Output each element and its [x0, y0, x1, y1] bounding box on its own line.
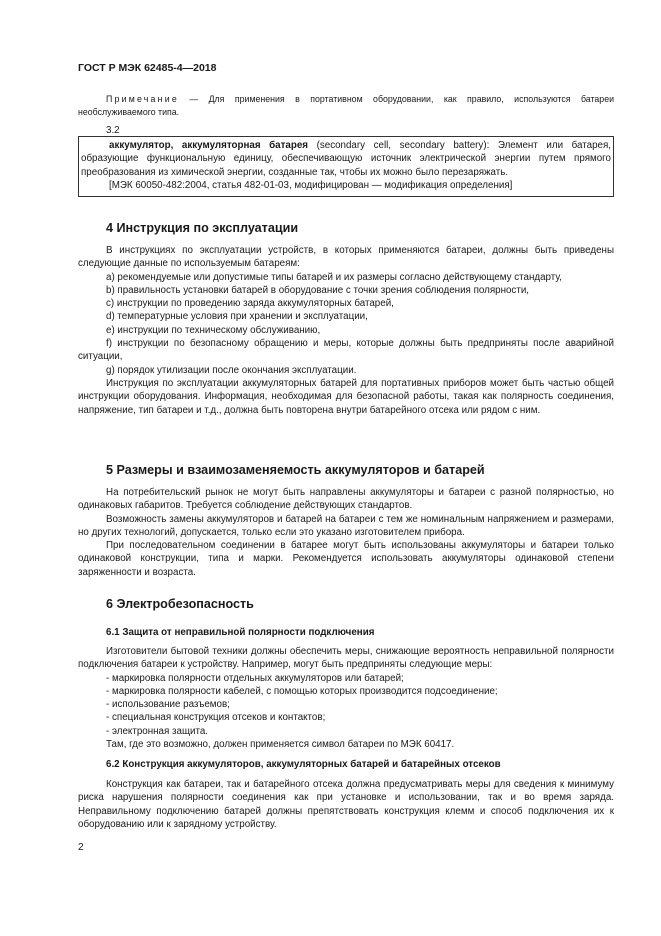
list-item: d) температурные условия при хранении и эксплуатации, [106, 311, 368, 323]
paragraph: Конструкция как батареи, так и батарейного отсека должна предусматривать меры для сведения к минимуму риска нарушения полярности соединения как при установке и использовании, так и во время заряда. Неправильному подключению батарей должны препятствовать конструкция клемм и способ подключения их к оборудованию или к зарядному устройству. [78, 779, 614, 830]
section-4-title: 4 Инструкция по эксплуатации [106, 221, 299, 235]
paragraph: Инструкция по эксплуатации аккумуляторных батарей для портативных приборов может быть частью общей инструкции оборудования. Информация, необходимая для безопасной работы, такая как полярность соединения, напряжение, тип батареи и т.д., должна быть повторена внутри батарейного отсека или рядом с ним. [78, 377, 614, 416]
section-6-2-title: 6.2 Конструкция аккумуляторов, аккумуляторных батарей и батарейных отсеков [106, 759, 501, 770]
section-5-title: 5 Размеры и взаимозаменяемость аккумуляторов и батарей [106, 463, 485, 477]
note [78, 93, 614, 119]
paragraph: При последовательном соединении в батарее могут быть использованы аккумуляторы и батареи только одинаковой конструкции, типа и марки. Рекомендуется использовать аккумуляторы одинаковой степени заряженности и возраста. [78, 540, 614, 578]
section-6-2-body [78, 778, 614, 831]
definition-text [79, 139, 613, 179]
list-item: - электронная защита. [106, 725, 209, 737]
list-item: f) инструкции по безопасному обращению и меры, которые должны быть предприняты после аварийной ситуации, [78, 338, 614, 363]
section-6-1-body [78, 645, 614, 751]
list-item: - использование разъемов; [106, 699, 230, 711]
definition-number: 3.2 [106, 125, 120, 136]
list-item: b) правильность установки батарей в оборудование с точки зрения соблюдения полярности, [106, 284, 530, 296]
page-number: 2 [78, 842, 84, 853]
definition-term: аккумулятор, аккумуляторная батарея [109, 140, 309, 151]
section-4-body [78, 244, 614, 417]
list-item: e) инструкции по техническому обслуживанию, [106, 324, 321, 336]
paragraph: На потребительский рынок не могут быть направлены аккумуляторы и батареи с разной полярностью, но одинаковых габаритов. Требуется соблюдение действующих стандартов. [78, 487, 614, 512]
list-item: - маркировка полярности кабелей, с помощью которых производится подсоединение; [106, 685, 498, 697]
section-6-title: 6 Электробезопасность [106, 597, 254, 611]
note-label: Примечание [106, 94, 179, 104]
list-item: - маркировка полярности отдельных аккумуляторов или батарей; [106, 672, 404, 684]
paragraph: В инструкциях по эксплуатации устройств, в которых применяются батареи, должны быть приведены следующие данные по используемым батареям: [78, 245, 614, 270]
definition-body: (secondary cell, secondary battery): Элемент или батарея, образующие функциональную единицу, обеспечивающую источник электрической энергии путем прямого преобразования из химической энергии, созданные так, чтобы их можно было перезаряжать. [81, 140, 611, 178]
list-item: c) инструкции по проведению заряда аккумуляторных батарей, [106, 298, 394, 310]
definition-box [78, 136, 614, 197]
list-item: g) порядок утилизации после окончания эксплуатации. [106, 364, 357, 376]
definition-source: [МЭК 60050-482:2004, статья 482-01-03, модифицирован — модификация определения] [109, 180, 513, 192]
paragraph: Там, где это возможно, должен применяется символ батареи по МЭК 60417. [106, 739, 455, 751]
note-text: — Для применения в портативном оборудовании, как правило, используются батареи необслуживаемого типа. [78, 94, 614, 117]
section-5-body [78, 486, 614, 579]
list-item: a) рекомендуемые или допустимые типы батарей и их размеры согласно действующему стандарту, [106, 271, 562, 283]
list-item: - специальная конструкция отсеков и контактов; [106, 712, 326, 724]
paragraph: Возможность замены аккумуляторов и батарей на батареи с тем же номинальным напряжением и размерами, но других технологий, допускается, только если это указано изготовителем прибора. [78, 513, 614, 538]
section-6-1-title: 6.1 Защита от неправильной полярности подключения [106, 627, 375, 638]
paragraph: Изготовители бытовой техники должны обеспечить меры, снижающие вероятность неправильной полярности подключения батареи к устройству. Например, могут быть предприняты следующие меры: [78, 646, 614, 671]
document-header: ГОСТ Р МЭК 62485-4—2018 [78, 62, 217, 74]
